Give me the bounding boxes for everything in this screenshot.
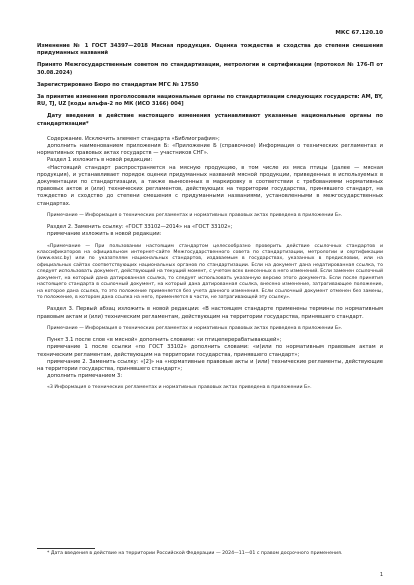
paragraph: Содержание. Исключить элемент стандарта «Библиография»; xyxy=(47,135,220,142)
paragraph: примечание 1 после ссылки «по ГОСТ 33102» дополнить словами: «и(или по нормативным правовым актам и техническим регламентам, действующим на территории государства, принявшего стандарт»; xyxy=(37,344,383,358)
note: Примечание — Информация о технических регламентах и нормативных правовых актах приведена в приложении Б». xyxy=(47,212,343,218)
paragraph: Раздел 2. Заменить ссылку: «ГОСТ 33102—2014» на «ГОСТ 33102»; xyxy=(47,224,233,231)
paragraph: Раздел 3. Первый абзац изложить в новой редакции: «В настоящем стандарте применены термины по нормативным правовым актам и (или) техническим регламентам, действующим на территории государства, принявшего стандарт. xyxy=(37,306,383,320)
note: «Примечание — При пользовании настоящим стандартом целесообразно проверить действие ссылочных стандартов и классификаторов на официальном интернет-сайте Межгосударственного совета по стандартизации, метрологии и сертификации (www.easc.by) или по указателям национальных стандартов, издаваемым в государствах, указанных в предисловии, или на официальных сайтах соответствующих национальных органов по стандартизации. Если на документ дана недатированная ссылка, то следует использовать документ, действующий на текущий момент, с учетом всех внесенных в него изменений. Если заменен ссылочный документ, на который дана датированная ссылка, то следует использовать указанную версию этого документа. Если после принятия настоящего стандарта в ссылочный документ, на который дана датированная ссылка, внесено изменение, затрагивающее положение, на которое дана ссылка, то это положение применяется без учета данного изменения. Если ссылочный документ отменен без замены, то положение, в котором дана ссылка на него, применяется в части, не затрагивающей эту ссылку». xyxy=(37,243,383,300)
paragraph: «Настоящий стандарт распространяется на мясную продукцию, в том числе из мяса птицы (далее — мясная продукция), и устанавливает порядок оценки придуманных названий мясной продукции, приведенных в используемых в документации по стандартизации, а также вынесенных в маркировку в соответствии с требованиями нормативных правовых актов и (или) технических регламентов, действующих на территории государства, принявшего стандарт, на тождество и сходство до степени смешения с придуманными названиями, установленными в межгосударственных стандартах. xyxy=(37,164,383,207)
document-page xyxy=(37,30,383,392)
footnote-divider xyxy=(37,548,95,549)
paragraph: дополнить примечанием 3: xyxy=(47,373,123,380)
note: Примечание — Информация о технических регламентах и нормативных правовых актах приведена в приложении Б». xyxy=(47,325,343,331)
paragraph: примечание 2. Заменить ссылку: «[2]» на «нормативные правовые акты и (или) технические регламенты, действующие на территории государства, принявшего стандарт»; xyxy=(37,358,383,372)
amendment-title: Изменение № 1 ГОСТ 34397—2018 Мясная продукция. Оценка тождества и сходства до степени смешения придуманных названий xyxy=(37,43,383,57)
voted-text: За принятие изменения проголосовали национальные органы по стандартизации следующих государств: AM, BY, RU, TJ, UZ [коды альфа-2 по МК (ИСО 3166) 004] xyxy=(37,94,383,108)
paragraph: Пункт 3.1 после слов «в мясной» дополнить словами: «и птицеперерабатывающей»; xyxy=(47,337,282,344)
paragraph: дополнить наименованием приложения Б: «Приложение Б (справочное) Информация о технических регламентах и нормативных правовых актах государств — участников СНГ». xyxy=(37,143,383,157)
paragraph: примечание изложить в новой редакции: xyxy=(47,231,162,238)
effective-date-text: Дату введения в действие настоящего изменения устанавливают указанные национальные органы по стандартизации* xyxy=(37,113,383,127)
paragraph: Раздел 1 изложить в новой редакции: xyxy=(47,157,153,164)
footnote: * Дата введения в действие на территории Российской Федерации — 2024—11—01 с правом досрочного применения. xyxy=(47,551,343,556)
classification-code: МКС 67.120.10 xyxy=(335,30,383,36)
note: «3 Информация о технических регламентах и нормативных правовых актах приведена в приложении Б». xyxy=(47,385,312,391)
page-number: 1 xyxy=(379,572,383,578)
adopted-text: Принято Межгосударственным советом по стандартизации, метрологии и сертификации (протокол № 176-П от 30.08.2024) xyxy=(37,62,383,76)
registered-text: Зарегистрировано Бюро по стандартам МГС № 17550 xyxy=(37,81,199,88)
